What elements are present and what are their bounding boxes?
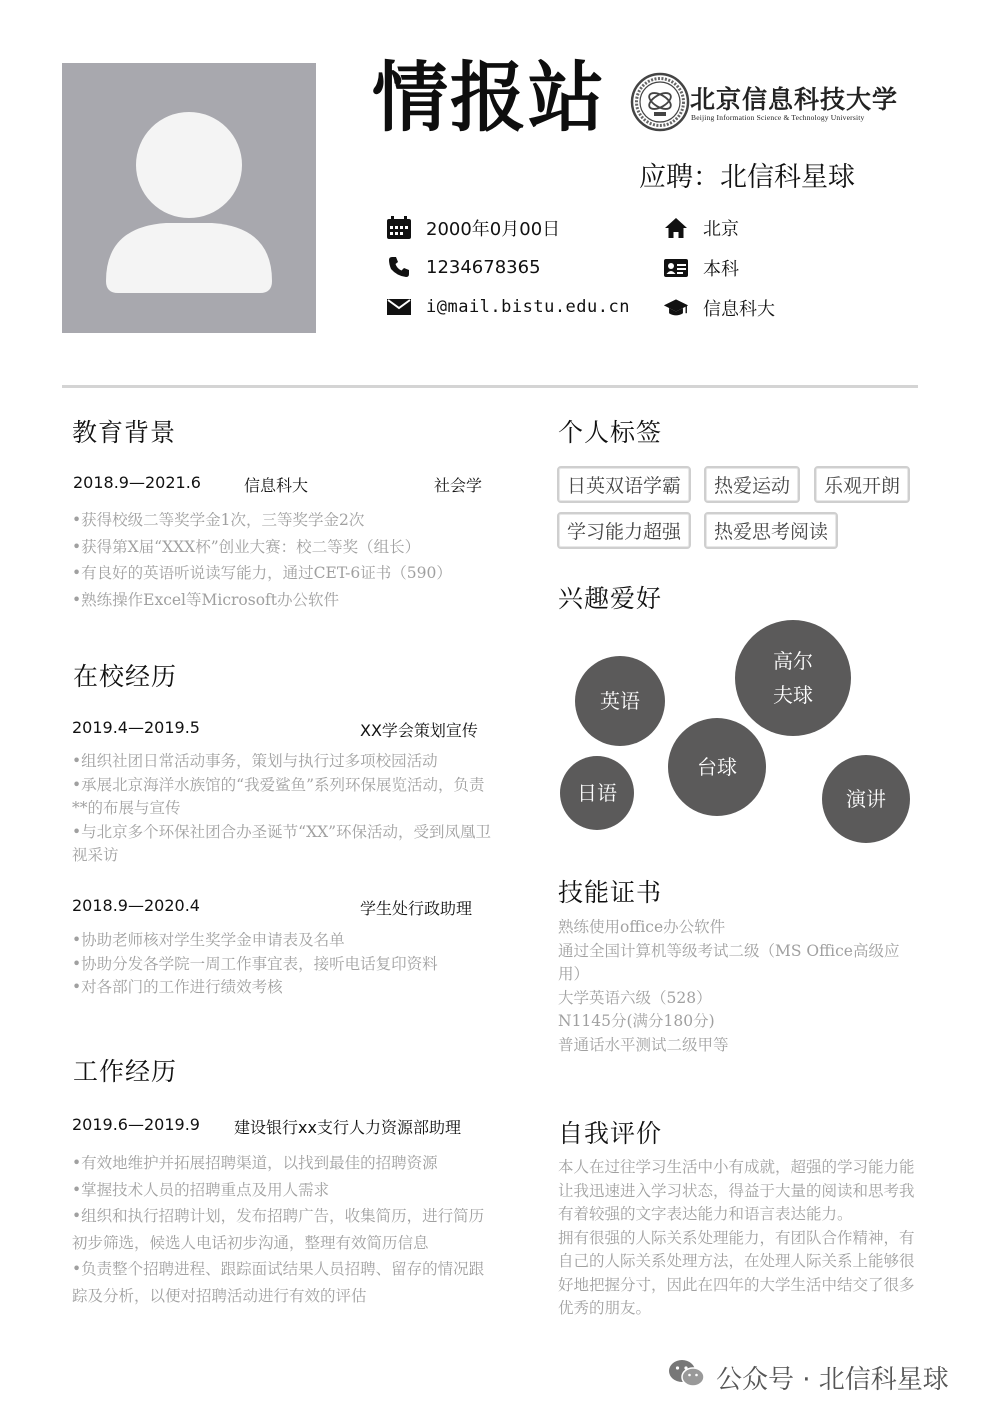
skills-list (558, 916, 916, 1057)
education-bullets (72, 507, 492, 613)
education-bullet: •有良好的英语听说读写能力，通过CET-6证书（590） (72, 564, 452, 582)
education-bullet: •获得校级二等奖学金1次，三等奖学金2次 (72, 511, 365, 529)
tags-title: 个人标签 (558, 418, 663, 447)
campus-entry-1-bullets (72, 750, 492, 868)
campus-bullet: •协助分发各学院一周工作事宜表，接听电话复印资料 (72, 954, 438, 973)
work-bullet: •掌握技术人员的招聘重点及用人需求 (72, 1180, 330, 1199)
education-school: 信息科大 (244, 476, 309, 495)
campus-entry-1-period: 2019.4—2019.5 (72, 718, 200, 737)
skill-line: 大学英语六级（528） (558, 988, 712, 1007)
info-city (663, 215, 739, 241)
self-paragraph: 本人在过往学习生活中小有成就，超强的学习能力能让我迅速进入学习状态，得益于大量的阅读和思考我有着较强的文字表达能力和语言表达能力。 (558, 1158, 915, 1223)
skill-line: 熟练使用office办公软件 (558, 918, 726, 936)
tag-item: 热爱思考阅读 (704, 512, 838, 549)
work-title: 工作经历 (73, 1057, 178, 1086)
tag-item: 热爱运动 (704, 466, 800, 503)
phone-number: 1234678365 (426, 256, 541, 278)
tag-item: 乐观开朗 (814, 466, 910, 503)
self-evaluation (558, 1156, 918, 1321)
hobby-bubble: 台球 (668, 718, 766, 816)
university-name-en: Beijing Information Science & Technology University (691, 113, 865, 122)
graduation-cap-icon (663, 296, 689, 320)
tag-item: 日英双语学霸 (557, 466, 691, 503)
work-period: 2019.6—2019.9 (72, 1115, 200, 1134)
hobby-bubble: 日语 (560, 756, 634, 830)
education-title: 教育背景 (72, 418, 177, 447)
school-name: 信息科大 (703, 299, 775, 320)
hobby-bubble: 演讲 (822, 755, 910, 843)
campus-bullet: •承展北京海洋水族馆的“我爱鲨鱼”系列环保展览活动，负责**的布展与宣传 (72, 775, 485, 817)
footer-label: 公众号 · 北信科星球 (716, 1365, 949, 1395)
education-bullet: •获得第X届“XXX杯”创业大赛：校二等奖（组长） (72, 537, 421, 556)
campus-bullet: •组织社团日常活动事务，策划与执行过多项校园活动 (72, 752, 438, 770)
calendar-icon (386, 216, 412, 240)
self-title: 自我评价 (558, 1119, 663, 1148)
skill-line: 通过全国计算机等级考试二级（MS Office高级应用） (558, 941, 900, 983)
campus-bullet: •协助老师核对学生奖学金申请表及名单 (72, 931, 345, 949)
info-school (663, 295, 775, 321)
footer-watermark (668, 1358, 949, 1397)
wechat-icon (668, 1358, 706, 1397)
hobby-bubble: 高尔夫球 (735, 620, 851, 736)
education-period: 2018.9—2021.6 (73, 473, 201, 492)
email-address[interactable]: i@mail.bistu.edu.cn (426, 297, 630, 317)
applying-position: 应聘：北信科星球 (639, 162, 855, 193)
degree: 本科 (703, 259, 739, 280)
campus-title: 在校经历 (73, 662, 178, 691)
work-bullets (72, 1150, 492, 1309)
header-divider (62, 385, 918, 388)
campus-entry-1-role: XX学会策划宣传 (360, 721, 478, 740)
skill-line: 普通话水平测试二级甲等 (558, 1035, 729, 1054)
university-name-cn: 北京信息科技大学 (690, 85, 899, 114)
avatar-placeholder-icon (62, 63, 316, 333)
skill-line: N1145分(满分180分) (558, 1012, 715, 1030)
candidate-name: 情报站 (372, 53, 606, 142)
info-degree (663, 255, 739, 281)
avatar-photo (62, 63, 316, 333)
education-major: 社会学 (434, 476, 483, 495)
campus-bullet: •与北京多个环保社团合办圣诞节“XX”环保活动，受到凤凰卫视采访 (72, 822, 492, 864)
campus-entry-2-bullets (72, 929, 492, 1000)
city: 北京 (703, 219, 739, 240)
tag-item: 学习能力超强 (557, 512, 691, 549)
university-seal-logo (630, 72, 690, 132)
self-paragraph: 拥有很强的人际关系处理能力，有团队合作精神，有自己的人际关系处理方法，在处理人际关系上能够很好地把握分寸，因此在四年的大学生活中结交了很多优秀的朋友。 (558, 1228, 915, 1317)
work-bullet: •负责整个招聘进程、跟踪面试结果人员招聘、留存的情况跟踪及分析，以便对招聘活动进行有效的评估 (72, 1260, 485, 1305)
work-bullet: •组织和执行招聘计划，发布招聘广告，收集简历，进行简历初步筛选，候选人电话初步沟通，整理有效简历信息 (72, 1207, 485, 1252)
hobbies-title: 兴趣爱好 (558, 584, 663, 613)
info-birth (386, 215, 560, 241)
education-bullet: •熟练操作Excel等Microsoft办公软件 (72, 590, 340, 609)
birth-date: 2000年0月00日 (426, 219, 561, 240)
info-phone (386, 255, 541, 279)
info-email (386, 295, 630, 319)
campus-entry-2-period: 2018.9—2020.4 (72, 896, 200, 915)
id-card-icon (663, 256, 689, 280)
campus-bullet: •对各部门的工作进行绩效考核 (72, 978, 283, 996)
work-role: 建设银行xx支行人力资源部助理 (234, 1118, 461, 1137)
skills-title: 技能证书 (558, 878, 663, 907)
campus-entry-2-role: 学生处行政助理 (360, 899, 473, 918)
hobby-bubble: 英语 (575, 656, 665, 746)
work-bullet: •有效地维护并拓展招聘渠道，以找到最佳的招聘资源 (72, 1154, 438, 1172)
home-icon (663, 216, 689, 240)
phone-icon (386, 255, 412, 279)
mail-icon (386, 295, 412, 319)
